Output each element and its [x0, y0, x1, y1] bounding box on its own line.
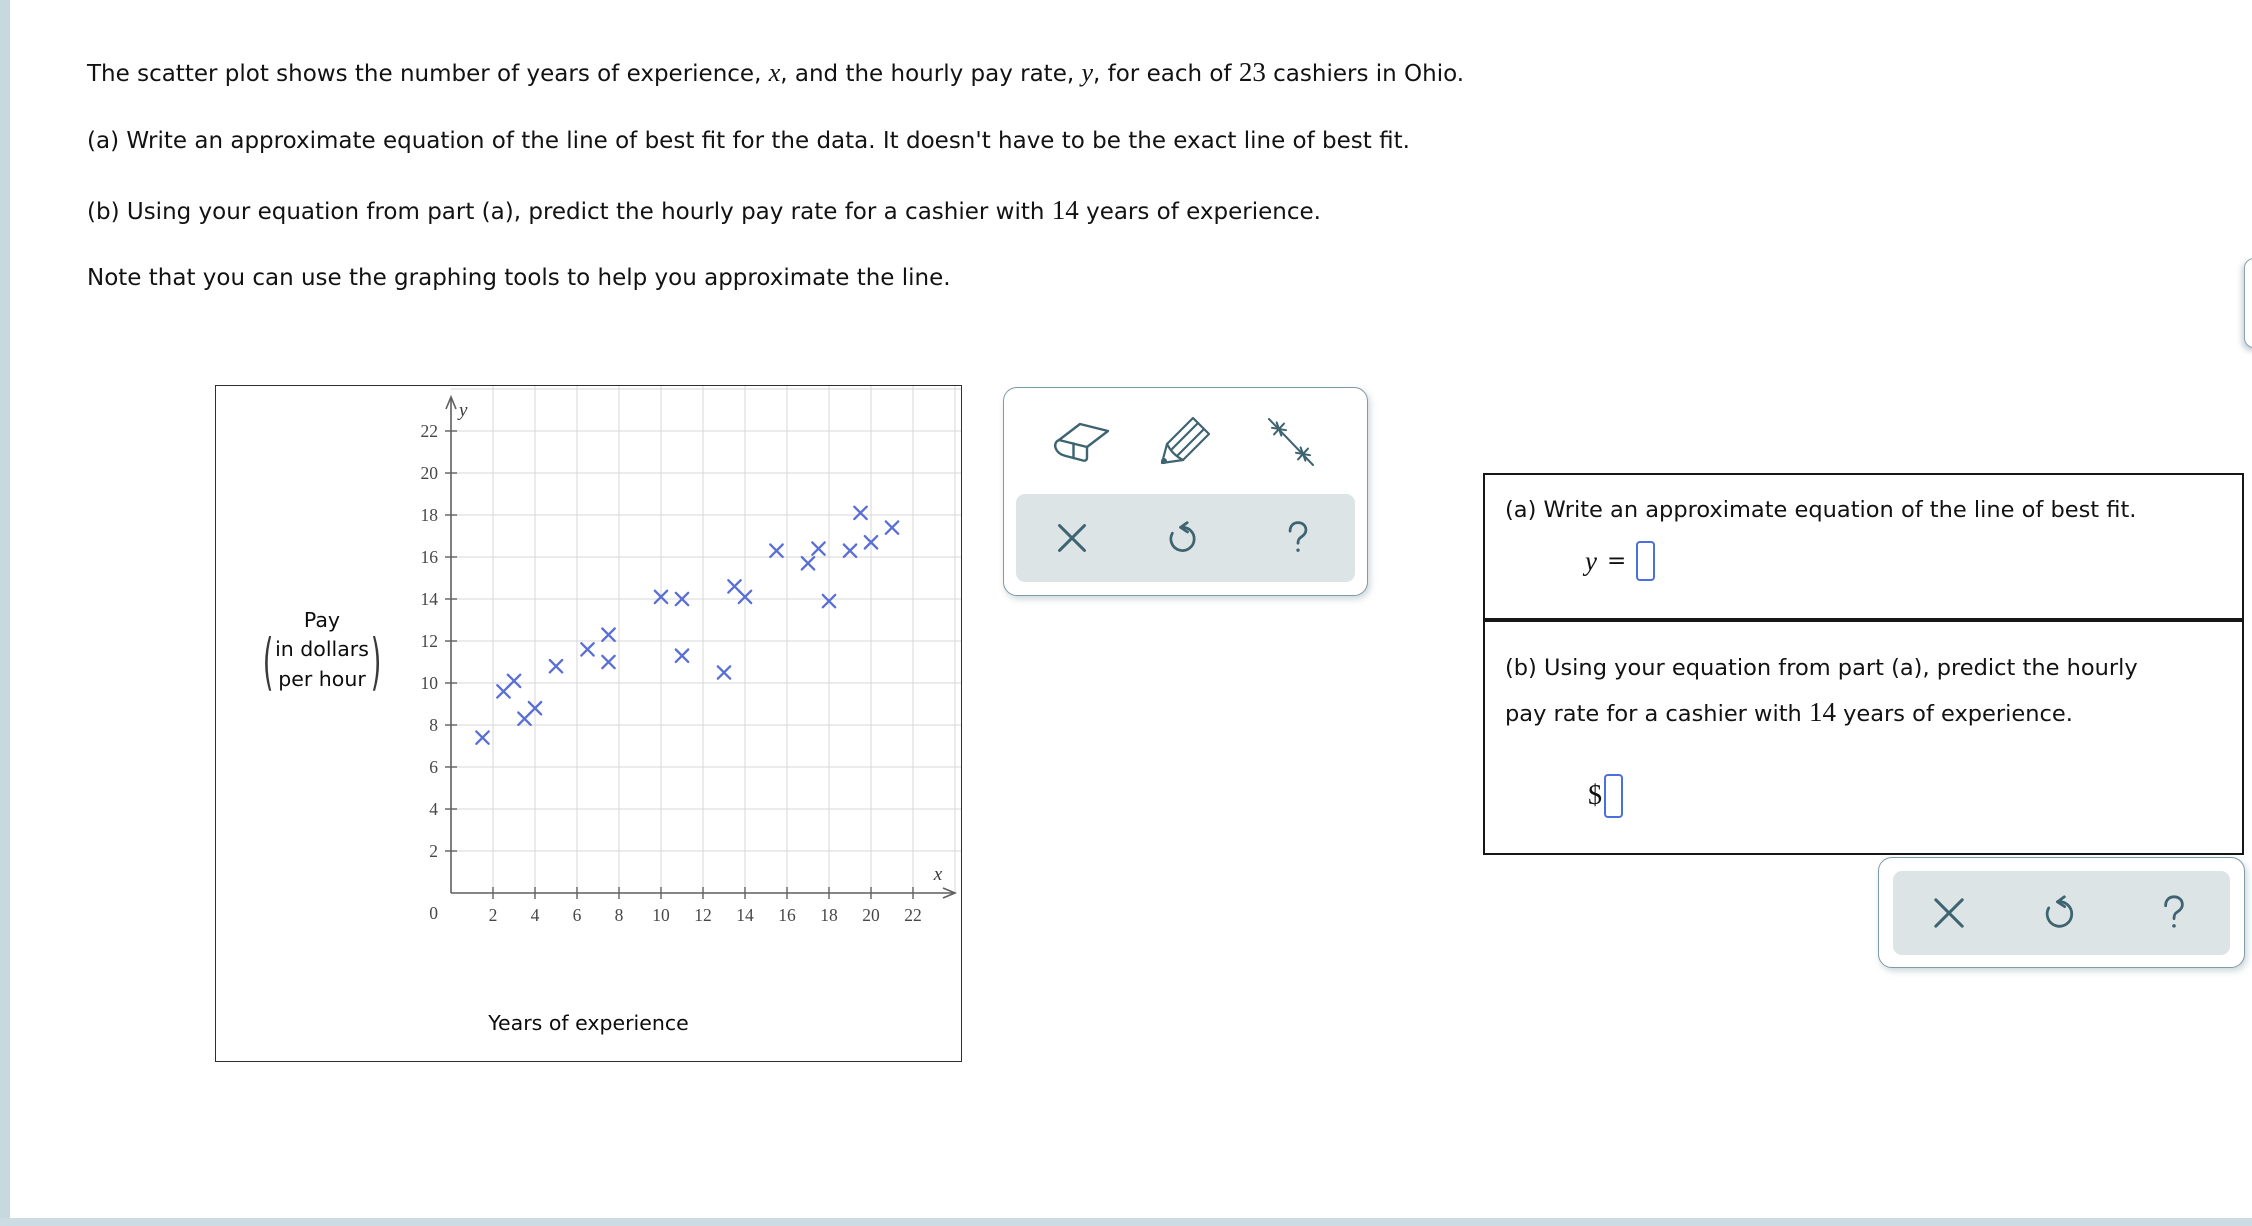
clear-answer-button[interactable]	[1929, 893, 1969, 933]
problem-line-2: (a) Write an approximate equation of the line of best fit for the data. It doesn't have to be the exact line of best fit.	[87, 128, 1410, 154]
line-segment-tool-button[interactable]	[1258, 412, 1322, 472]
y-axis-caption-line2: per hour	[278, 667, 366, 691]
svg-text:2: 2	[429, 841, 438, 861]
svg-text:16: 16	[778, 905, 796, 925]
clear-x-icon	[1931, 895, 1967, 931]
y-axis-caption	[224, 608, 420, 700]
svg-text:8: 8	[614, 905, 624, 925]
count-cashiers: 23	[1238, 57, 1266, 87]
problem-note: Note that you can use the graphing tools to help you approximate the line.	[87, 265, 951, 291]
undo-answer-button[interactable]	[2040, 892, 2082, 934]
y-axis-caption-line1: in dollars	[275, 637, 369, 661]
eraser-icon	[1052, 417, 1114, 467]
help-question-icon	[2155, 894, 2193, 932]
line-segment-icon	[1260, 414, 1320, 470]
answer-a-equals: =	[1606, 548, 1627, 574]
scatter-plot-canvas[interactable]	[216, 386, 961, 1065]
svg-text:0: 0	[429, 903, 438, 923]
svg-text:10: 10	[652, 905, 670, 925]
problem-line-1: The scatter plot shows the number of years of experience, x, and the hourly pay rate, y, for each of 23 cashiers in Ohio.	[87, 57, 1465, 87]
svg-text:14: 14	[736, 905, 754, 925]
answer-panel-b	[1483, 620, 2244, 855]
svg-text:22: 22	[904, 905, 922, 925]
svg-text:16: 16	[420, 547, 438, 567]
x-axis-caption: Years of experience	[488, 1011, 689, 1035]
svg-text:x: x	[933, 864, 943, 885]
dollar-sign: $	[1588, 780, 1602, 811]
left-edge-strip	[0, 0, 10, 1226]
svg-text:20: 20	[420, 463, 438, 483]
panel-a-prompt: (a) Write an approximate equation of the line of best fit.	[1505, 497, 2137, 523]
svg-text:8: 8	[429, 715, 438, 735]
panel-b-prompt-line1: (b) Using your equation from part (a), predict the hourly	[1505, 655, 2138, 681]
problem-line-3: (b) Using your equation from part (a), predict the hourly pay rate for a cashier with 14 years of experience.	[87, 195, 1321, 225]
y-axis-caption-title: Pay	[303, 608, 341, 632]
scatter-plot-panel[interactable]	[215, 385, 962, 1062]
svg-text:2: 2	[488, 905, 498, 925]
var-y: y	[1081, 58, 1094, 87]
answer-a-variable: y	[1585, 545, 1597, 576]
open-paren: (	[262, 628, 274, 700]
answer-b-input[interactable]	[1604, 774, 1623, 818]
help-button[interactable]	[1278, 518, 1318, 558]
undo-button[interactable]	[1164, 518, 1204, 558]
clear-x-icon	[1055, 521, 1089, 555]
svg-text:14: 14	[420, 589, 438, 609]
palette-action-bar	[1016, 494, 1355, 582]
help-answer-button[interactable]	[2153, 892, 2195, 934]
panel-b-years-number: 14	[1808, 697, 1836, 727]
answer-panel-a	[1483, 473, 2244, 620]
svg-text:22: 22	[420, 421, 438, 441]
offscreen-right-panel[interactable]	[2244, 258, 2252, 348]
scatter-plot-svg[interactable]	[216, 386, 961, 1061]
svg-text:12: 12	[420, 631, 438, 651]
svg-text:18: 18	[820, 905, 838, 925]
svg-text:4: 4	[530, 905, 540, 925]
undo-icon	[1166, 520, 1202, 556]
svg-text:4: 4	[429, 799, 438, 819]
bottom-edge-strip	[0, 1218, 2252, 1226]
graph-tool-palette	[1003, 387, 1368, 596]
answer-a-input[interactable]	[1636, 541, 1655, 581]
svg-text:20: 20	[862, 905, 880, 925]
answer-action-toolbar	[1878, 857, 2245, 968]
pencil-icon	[1157, 414, 1217, 470]
svg-text:6: 6	[572, 905, 582, 925]
eraser-tool-button[interactable]	[1050, 415, 1116, 469]
pencil-tool-button[interactable]	[1155, 412, 1219, 472]
help-question-icon	[1280, 520, 1316, 556]
var-x: x	[768, 58, 781, 87]
clear-button[interactable]	[1053, 519, 1091, 557]
close-paren: )	[370, 628, 382, 700]
undo-icon	[2042, 894, 2080, 932]
answer-action-bar	[1893, 871, 2230, 955]
years-number: 14	[1051, 195, 1079, 225]
svg-text:10: 10	[420, 673, 438, 693]
svg-text:y: y	[459, 400, 468, 421]
panel-b-prompt-line2: pay rate for a cashier with 14 years of experience.	[1505, 697, 2073, 727]
svg-text:18: 18	[420, 505, 438, 525]
svg-text:6: 6	[429, 757, 438, 777]
svg-text:12: 12	[694, 905, 712, 925]
